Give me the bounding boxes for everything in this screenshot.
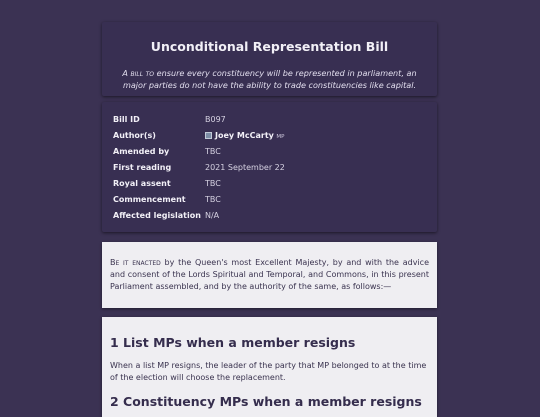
author-name[interactable]: Joey McCarty <box>215 131 274 140</box>
section-heading: 1 List MPs when a member resigns <box>110 335 356 350</box>
author-avatar-icon <box>205 132 212 139</box>
long-title <box>110 67 429 91</box>
meta-row-affected-legislation <box>113 209 429 223</box>
title-card <box>102 22 437 96</box>
meta-value: TBC <box>205 195 221 204</box>
enacting-text: by the Queen's most Excellent Majesty, by and with the advice and consent of the Lords Spiritual and Temporal, and Commons, in this present Parliament assembled, and by the authority of the same, as follows:— <box>110 258 429 291</box>
bill-body-card <box>102 317 437 417</box>
meta-row-commencement <box>113 193 429 207</box>
meta-value: 2021 September 22 <box>205 163 285 172</box>
meta-row-authors <box>113 129 429 143</box>
meta-value: TBC <box>205 147 221 156</box>
long-title-text: ensure every constituency will be represented in parliament, an major parties do not have the ability to trade constituencies like capital. <box>122 68 417 90</box>
meta-value <box>205 129 284 144</box>
meta-row-royal-assent <box>113 177 429 191</box>
section-heading: 2 Constituency MPs when a member resigns <box>110 394 422 409</box>
meta-row-amended-by <box>113 145 429 159</box>
section-text: When a list MP resigns, the leader of the party that MP belonged to at the time of the election will choose the replacement. <box>110 361 427 382</box>
meta-value: B097 <box>205 115 226 124</box>
meta-label: Author(s) <box>113 131 156 140</box>
bill-metadata <box>102 102 437 232</box>
meta-label: Commencement <box>113 195 186 204</box>
meta-label: Royal assent <box>113 179 171 188</box>
long-title-prefix: A bill to <box>122 68 155 78</box>
enacting-prefix: Be it enacted <box>110 258 161 267</box>
meta-label: First reading <box>113 163 172 172</box>
author-suffix: MP <box>276 134 285 140</box>
meta-label: Affected legislation <box>113 211 201 220</box>
enacting-formula-card <box>102 242 437 308</box>
meta-value: TBC <box>205 179 221 188</box>
meta-label: Amended by <box>113 147 170 156</box>
enacting-formula <box>110 257 429 293</box>
meta-value: N/A <box>205 211 220 220</box>
meta-label: Bill ID <box>113 115 140 124</box>
bill-title: Unconditional Representation Bill <box>150 39 389 54</box>
meta-row-first-reading <box>113 161 429 175</box>
meta-row-bill-id <box>113 113 429 127</box>
